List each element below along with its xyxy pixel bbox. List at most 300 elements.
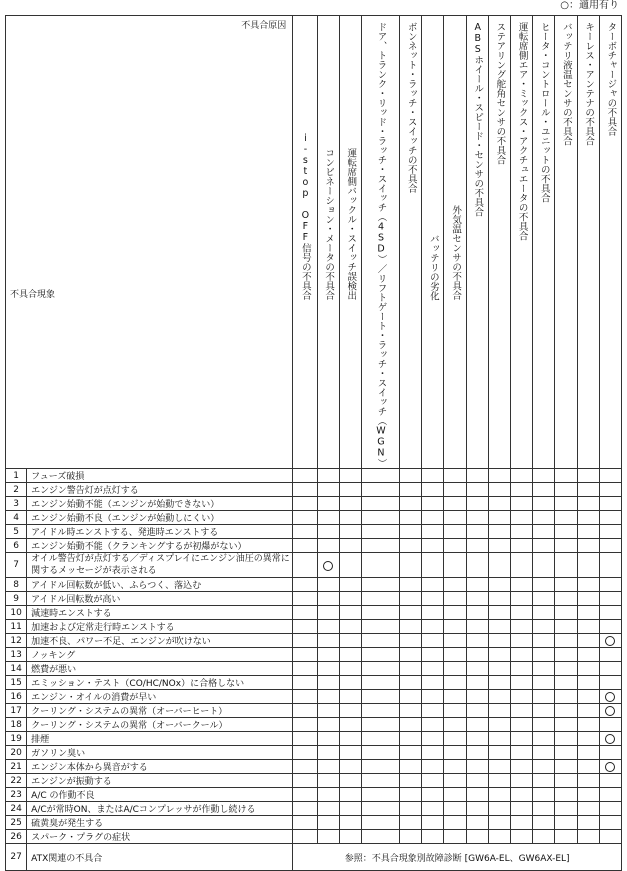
matrix-cell: [444, 511, 466, 525]
matrix-cell: [488, 746, 510, 760]
symptom-text: ATX関連の不具合: [27, 844, 293, 871]
row-number: 24: [6, 802, 27, 816]
matrix-cell: [533, 760, 555, 774]
matrix-cell: [511, 525, 533, 539]
matrix-cell: [577, 648, 599, 662]
row-number: 5: [6, 525, 27, 539]
symptom-text: アイドル時エンストする、発進時エンストする: [27, 525, 293, 539]
matrix-cell: [466, 690, 488, 704]
matrix-cell: [293, 760, 317, 774]
applicable-mark: [323, 561, 333, 571]
matrix-cell: [317, 760, 339, 774]
matrix-cell: [400, 690, 422, 704]
matrix-cell: [599, 690, 621, 704]
matrix-cell: [577, 760, 599, 774]
symptom-text: アイドル回転数が低い、ふらつく、落込む: [27, 578, 293, 592]
matrix-cell: [400, 525, 422, 539]
row-number: 12: [6, 634, 27, 648]
matrix-cell: [466, 830, 488, 844]
matrix-cell: [555, 816, 577, 830]
matrix-cell: [488, 788, 510, 802]
matrix-cell: [511, 662, 533, 676]
matrix-cell: [317, 662, 339, 676]
column-header-label: バッテリの劣化: [427, 233, 439, 300]
matrix-cell: [533, 690, 555, 704]
matrix-cell: [466, 469, 488, 483]
matrix-cell: [488, 774, 510, 788]
matrix-cell: [361, 553, 399, 578]
table-row: [6, 634, 622, 648]
matrix-cell: [361, 634, 399, 648]
matrix-cell: [361, 525, 399, 539]
row-number: 23: [6, 788, 27, 802]
row-number: 16: [6, 690, 27, 704]
matrix-cell: [339, 788, 361, 802]
matrix-cell: [317, 539, 339, 553]
matrix-cell: [400, 634, 422, 648]
matrix-cell: [466, 525, 488, 539]
matrix-cell: [577, 483, 599, 497]
matrix-cell: [533, 788, 555, 802]
table-row: [6, 483, 622, 497]
matrix-cell: [555, 634, 577, 648]
matrix-cell: [293, 816, 317, 830]
matrix-cell: [466, 592, 488, 606]
matrix-cell: [577, 718, 599, 732]
column-header-10: [511, 16, 533, 469]
matrix-cell: [555, 830, 577, 844]
table-row: [6, 718, 622, 732]
matrix-cell: [444, 553, 466, 578]
matrix-cell: [293, 676, 317, 690]
matrix-cell: [599, 497, 621, 511]
matrix-cell: [293, 746, 317, 760]
matrix-cell: [511, 830, 533, 844]
row-number: 19: [6, 732, 27, 746]
matrix-cell: [361, 676, 399, 690]
table-row: [6, 816, 622, 830]
matrix-cell: [339, 606, 361, 620]
matrix-cell: [511, 553, 533, 578]
column-header-label: ボンネット・ラッチ・スイッチの不具合: [405, 22, 417, 193]
matrix-cell: [488, 662, 510, 676]
matrix-cell: [466, 662, 488, 676]
matrix-cell: [339, 483, 361, 497]
matrix-cell: [444, 497, 466, 511]
matrix-cell: [339, 469, 361, 483]
matrix-cell: [533, 662, 555, 676]
column-header-12: [555, 16, 577, 469]
matrix-cell: [599, 802, 621, 816]
matrix-cell: [444, 469, 466, 483]
matrix-cell: [361, 718, 399, 732]
matrix-cell: [400, 760, 422, 774]
matrix-cell: [577, 676, 599, 690]
matrix-cell: [339, 553, 361, 578]
matrix-cell: [488, 497, 510, 511]
matrix-cell: [444, 732, 466, 746]
column-header-label: ターボチャージャの不具合: [605, 22, 617, 136]
matrix-cell: [422, 469, 444, 483]
matrix-cell: [533, 648, 555, 662]
row-number: 10: [6, 606, 27, 620]
matrix-cell: [599, 578, 621, 592]
matrix-cell: [339, 539, 361, 553]
matrix-cell: [511, 497, 533, 511]
matrix-cell: [488, 606, 510, 620]
matrix-cell: [400, 802, 422, 816]
symptom-text: A/Cが常時ON、またはA/Cコンプレッサが作動し続ける: [27, 802, 293, 816]
column-header-7: [444, 16, 466, 469]
matrix-cell: [577, 634, 599, 648]
matrix-cell: [339, 760, 361, 774]
matrix-cell: [599, 746, 621, 760]
matrix-cell: [317, 788, 339, 802]
matrix-cell: [339, 830, 361, 844]
matrix-cell: [422, 620, 444, 634]
matrix-cell: [555, 760, 577, 774]
matrix-cell: [422, 816, 444, 830]
matrix-cell: [466, 746, 488, 760]
matrix-cell: [488, 620, 510, 634]
matrix-cell: [339, 620, 361, 634]
matrix-cell: [555, 676, 577, 690]
matrix-cell: [599, 592, 621, 606]
table-row: [6, 511, 622, 525]
symptom-text: エンジン警告灯が点灯する: [27, 483, 293, 497]
symptom-text: オイル警告灯が点灯する／ディスプレイにエンジン油圧の異常に関するメッセージが表示される: [27, 553, 293, 578]
matrix-cell: [293, 718, 317, 732]
matrix-cell: [444, 816, 466, 830]
matrix-cell: [555, 620, 577, 634]
column-header-3: [339, 16, 361, 469]
matrix-cell: [293, 592, 317, 606]
table-row: [6, 774, 622, 788]
matrix-cell: [488, 634, 510, 648]
matrix-cell: [361, 648, 399, 662]
matrix-cell: [293, 553, 317, 578]
matrix-cell: [577, 802, 599, 816]
matrix-cell: [444, 634, 466, 648]
matrix-cell: [599, 760, 621, 774]
matrix-cell: [361, 469, 399, 483]
row-number: 4: [6, 511, 27, 525]
matrix-cell: [577, 732, 599, 746]
matrix-cell: [422, 802, 444, 816]
matrix-cell: [533, 676, 555, 690]
matrix-cell: [339, 746, 361, 760]
matrix-cell: [511, 774, 533, 788]
table-row: [6, 497, 622, 511]
row-number: 26: [6, 830, 27, 844]
matrix-cell: [577, 497, 599, 511]
matrix-cell: [293, 830, 317, 844]
matrix-cell: [488, 732, 510, 746]
matrix-cell: [444, 746, 466, 760]
matrix-cell: [555, 483, 577, 497]
matrix-cell: [444, 539, 466, 553]
matrix-cell: [599, 662, 621, 676]
matrix-cell: [577, 469, 599, 483]
matrix-cell: [466, 578, 488, 592]
table-row: [6, 746, 622, 760]
table-row: [6, 592, 622, 606]
matrix-cell: [577, 788, 599, 802]
matrix-cell: [577, 816, 599, 830]
matrix-cell: [422, 760, 444, 774]
row-number: 25: [6, 816, 27, 830]
matrix-cell: [466, 816, 488, 830]
matrix-cell: [488, 676, 510, 690]
matrix-cell: [466, 802, 488, 816]
matrix-cell: [555, 553, 577, 578]
matrix-cell: [466, 648, 488, 662]
column-header-label: 運転席側エア・ミックス・アクチュエータの不具合: [516, 22, 528, 241]
matrix-cell: [339, 774, 361, 788]
matrix-cell: [533, 774, 555, 788]
matrix-cell: [488, 648, 510, 662]
matrix-cell: [361, 592, 399, 606]
matrix-cell: [422, 774, 444, 788]
matrix-cell: [293, 662, 317, 676]
matrix-cell: [555, 592, 577, 606]
matrix-cell: [555, 774, 577, 788]
matrix-cell: [361, 732, 399, 746]
matrix-cell: [293, 648, 317, 662]
symptom-text: ノッキング: [27, 648, 293, 662]
column-header-label: キーレス・アンテナの不具合: [583, 22, 595, 146]
matrix-cell: [293, 634, 317, 648]
cause-heading: 不具合原因: [241, 21, 287, 31]
matrix-cell: [444, 662, 466, 676]
matrix-cell: [488, 830, 510, 844]
matrix-cell: [533, 525, 555, 539]
row-number: 13: [6, 648, 27, 662]
symptom-text: 減速時エンストする: [27, 606, 293, 620]
applicable-mark: [605, 636, 615, 646]
matrix-cell: [533, 497, 555, 511]
table-row: [6, 539, 622, 553]
column-header-label: i-stop OFF信号の不具合: [299, 133, 311, 300]
matrix-cell: [422, 662, 444, 676]
troubleshooting-table: [5, 15, 622, 871]
matrix-cell: [361, 662, 399, 676]
matrix-cell: [599, 553, 621, 578]
matrix-cell: [293, 788, 317, 802]
matrix-cell: [488, 816, 510, 830]
matrix-cell: [400, 606, 422, 620]
matrix-cell: [488, 578, 510, 592]
symptom-text: 硫黄臭が発生する: [27, 816, 293, 830]
matrix-cell: [599, 511, 621, 525]
matrix-cell: [466, 497, 488, 511]
column-header-label: ステアリング舵角センサの不具合: [494, 22, 506, 165]
table-row: [6, 676, 622, 690]
matrix-cell: [466, 606, 488, 620]
matrix-cell: [400, 718, 422, 732]
table-row-last: [6, 844, 622, 871]
matrix-cell: [361, 802, 399, 816]
matrix-cell: [361, 539, 399, 553]
matrix-cell: [511, 648, 533, 662]
matrix-cell: [339, 816, 361, 830]
column-header-9: [488, 16, 510, 469]
matrix-cell: [422, 539, 444, 553]
matrix-cell: [488, 718, 510, 732]
corner-cell: [6, 16, 293, 469]
matrix-cell: [422, 732, 444, 746]
symptom-text: フューズ破損: [27, 469, 293, 483]
matrix-cell: [511, 483, 533, 497]
row-number: 11: [6, 620, 27, 634]
matrix-cell: [511, 746, 533, 760]
symptom-text: エンジンが振動する: [27, 774, 293, 788]
matrix-cell: [444, 620, 466, 634]
matrix-cell: [555, 648, 577, 662]
matrix-cell: [361, 497, 399, 511]
matrix-cell: [533, 578, 555, 592]
matrix-cell: [511, 469, 533, 483]
matrix-cell: [555, 662, 577, 676]
matrix-cell: [533, 483, 555, 497]
matrix-cell: [339, 690, 361, 704]
matrix-cell: [533, 816, 555, 830]
symptom-text: クーリング・システムの異常（オーバークール）: [27, 718, 293, 732]
symptom-text: 加速不良、パワー不足、エンジンが吹けない: [27, 634, 293, 648]
matrix-cell: [293, 802, 317, 816]
matrix-cell: [444, 525, 466, 539]
matrix-cell: [317, 497, 339, 511]
row-number: 8: [6, 578, 27, 592]
symptom-text: A/C の作動不良: [27, 788, 293, 802]
matrix-cell: [317, 553, 339, 578]
matrix-cell: [466, 788, 488, 802]
matrix-cell: [444, 483, 466, 497]
column-header-5: [400, 16, 422, 469]
matrix-cell: [339, 648, 361, 662]
matrix-cell: [444, 690, 466, 704]
matrix-cell: [577, 662, 599, 676]
matrix-cell: [599, 620, 621, 634]
matrix-cell: [361, 690, 399, 704]
matrix-cell: [577, 592, 599, 606]
matrix-cell: [577, 539, 599, 553]
matrix-cell: [293, 774, 317, 788]
matrix-cell: [466, 760, 488, 774]
matrix-cell: [511, 539, 533, 553]
matrix-cell: [444, 648, 466, 662]
matrix-cell: [511, 732, 533, 746]
matrix-cell: [361, 511, 399, 525]
column-header-8: [466, 16, 488, 469]
matrix-cell: [599, 816, 621, 830]
symptom-text: 加速および定常走行時エンストする: [27, 620, 293, 634]
matrix-cell: [511, 802, 533, 816]
column-header-label: コンビネーション・メータの不具合: [323, 148, 335, 300]
table-row: [6, 553, 622, 578]
matrix-cell: [444, 788, 466, 802]
row-number: 22: [6, 774, 27, 788]
matrix-cell: [400, 830, 422, 844]
matrix-cell: [599, 676, 621, 690]
matrix-cell: [533, 620, 555, 634]
matrix-cell: [555, 718, 577, 732]
matrix-cell: [339, 662, 361, 676]
column-header-label: ABSホイール・スピード・センサの不具合: [472, 22, 484, 217]
matrix-cell: [339, 497, 361, 511]
row-number: 3: [6, 497, 27, 511]
matrix-cell: [317, 774, 339, 788]
matrix-cell: [422, 746, 444, 760]
matrix-cell: [533, 606, 555, 620]
symptom-text: 燃費が悪い: [27, 662, 293, 676]
column-header-11: [533, 16, 555, 469]
matrix-cell: [533, 469, 555, 483]
matrix-cell: [577, 525, 599, 539]
matrix-cell: [422, 830, 444, 844]
matrix-cell: [577, 774, 599, 788]
matrix-cell: [533, 511, 555, 525]
matrix-cell: [317, 690, 339, 704]
symptom-text: スパーク・プラグの症状: [27, 830, 293, 844]
matrix-cell: [400, 746, 422, 760]
matrix-cell: [422, 592, 444, 606]
matrix-cell: [400, 592, 422, 606]
matrix-cell: [317, 732, 339, 746]
matrix-cell: [488, 511, 510, 525]
matrix-cell: [317, 746, 339, 760]
matrix-cell: [339, 525, 361, 539]
matrix-cell: [533, 553, 555, 578]
matrix-cell: [488, 553, 510, 578]
matrix-cell: [599, 648, 621, 662]
matrix-cell: [339, 718, 361, 732]
matrix-cell: [317, 802, 339, 816]
matrix-cell: [488, 592, 510, 606]
symptom-heading: 不具合現象: [10, 290, 56, 300]
matrix-cell: [555, 539, 577, 553]
matrix-cell: [444, 718, 466, 732]
matrix-cell: [293, 578, 317, 592]
matrix-cell: [400, 648, 422, 662]
column-header-1: [293, 16, 317, 469]
matrix-cell: [317, 606, 339, 620]
table-row: [6, 760, 622, 774]
matrix-cell: [317, 620, 339, 634]
matrix-cell: [293, 690, 317, 704]
matrix-cell: [339, 578, 361, 592]
header-row: [6, 16, 622, 469]
matrix-cell: [400, 578, 422, 592]
matrix-cell: [444, 676, 466, 690]
matrix-cell: [422, 606, 444, 620]
matrix-cell: [444, 802, 466, 816]
matrix-cell: [422, 690, 444, 704]
matrix-cell: [466, 539, 488, 553]
matrix-cell: [361, 620, 399, 634]
matrix-cell: [422, 788, 444, 802]
column-header-label: バッテリ液温センサの不具合: [560, 22, 572, 146]
matrix-cell: [466, 732, 488, 746]
column-header-2: [317, 16, 339, 469]
matrix-cell: [317, 648, 339, 662]
column-header-13: [577, 16, 599, 469]
matrix-cell: [511, 592, 533, 606]
matrix-cell: [533, 830, 555, 844]
symptom-text: エンジン始動不能（クランキングするが初爆がない）: [27, 539, 293, 553]
table-row: [6, 662, 622, 676]
matrix-cell: [400, 732, 422, 746]
